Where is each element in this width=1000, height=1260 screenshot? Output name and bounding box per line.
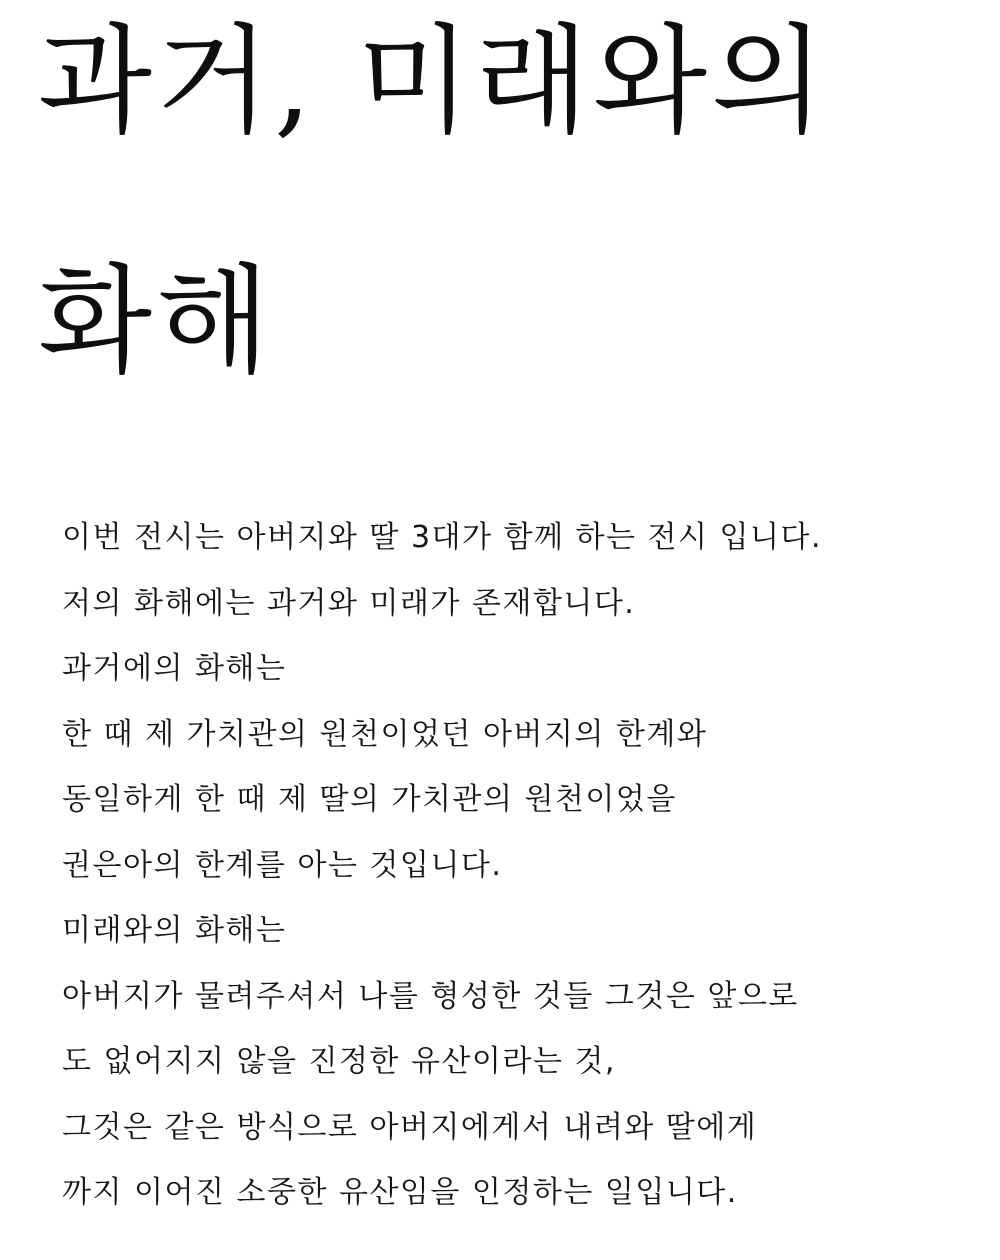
exhibition-statement: [62, 508, 962, 1229]
title-line-2: 화해: [38, 252, 274, 390]
statement-line-9: 도 없어지지 않을 진정한 유산이라는 것,: [62, 1044, 616, 1079]
statement-line-1: 이번 전시는 아버지와 딸 3대가 함께 하는 전시 입니다.: [62, 520, 822, 555]
statement-line-5: 동일하게 한 때 제 딸의 가치관의 원천이었을: [62, 782, 677, 817]
statement-line-10: 그것은 같은 방식으로 아버지에게서 내려와 딸에게: [62, 1109, 758, 1145]
statement-line-4: 한 때 제 가치관의 원천이었던 아버지의 한계와: [62, 716, 708, 752]
statement-line-11: 까지 이어진 소중한 유산임을 인정하는 일입니다.: [62, 1175, 738, 1210]
statement-line-3: 과거에의 화해는: [62, 651, 287, 686]
statement-line-2: 저의 화해에는 과거와 미래가 존재합니다.: [62, 585, 636, 621]
statement-line-6: 권은아의 한계를 아는 것입니다.: [62, 847, 503, 883]
statement-line-8: 아버지가 물려주셔서 나를 형성한 것들 그것은 앞으로: [62, 978, 799, 1014]
statement-line-7: 미래와의 화해는: [62, 913, 287, 948]
title-line-1: 과거, 미래와의: [38, 12, 829, 150]
